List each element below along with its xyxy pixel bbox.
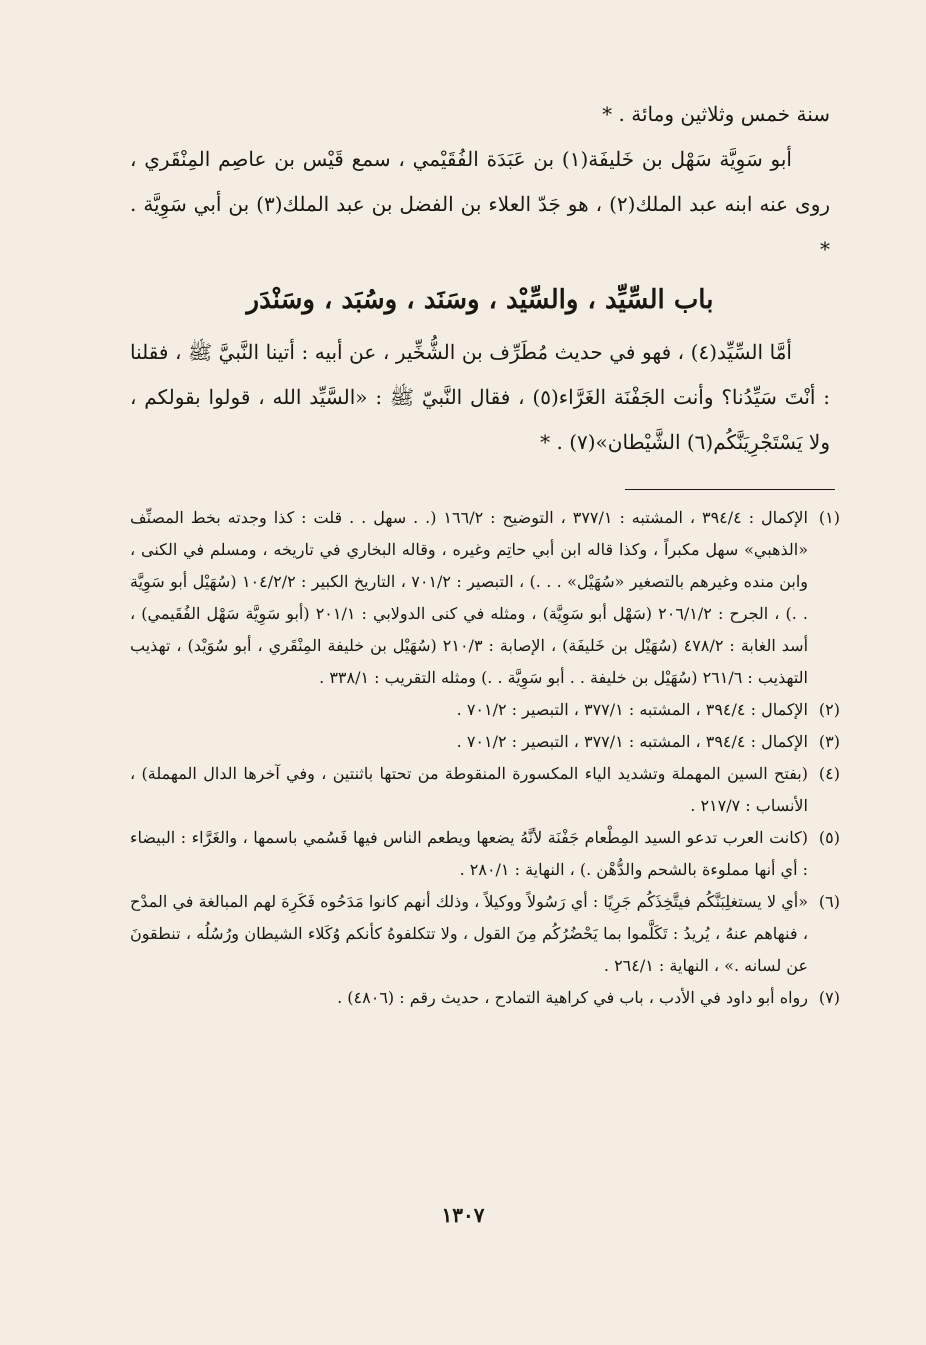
section-heading: باب السِّيِّد ، والسِّيْد ، وسَنَد ، وسُبَد ، وسَنْدَر: [246, 285, 714, 315]
footnote-text: الإكمال : ٣٩٤/٤ ، المشتبه : ٣٧٧/١ ، التوضيح : ١٦٦/٢ (. . سهل . . قلت : كذا وجدته بخط المصنِّف «الذهبي» سهل مكبراً ، وكذا قاله ابن أبي حاتِم وغيره ، وقاله البخاري في تاريخه ، ومسلم في الكنى ، وابن منده وغيرهم بالتصغير «سُهَيْل» . . .) ، التبصير : ٧٠١/٢ ، التاريخ الكبير : ١٠٤/٢/٢ (سُهَيْل أبو سَوِيَّة . .) ، الجرح : ٢٠٦/١/٢ (سَهْل أبو سَوِيَّة) ، ومثله في كنى الدولابي : ٢٠١/١ (أبو سَوِيَّة سَهْل الفُقَيمي) ، أسد الغابة : ٤٧٨/٢ (سُهَيْل بن خَليفَة) ، الإصابة : ٢١٠/٣ (سُهَيْل بن خليفة المِنْقَري ، أبو سُوَيْد) ، تهذيب التهذيب : ٢٦١/٦ (سُهَيْل بن خليفة . . أبو سَوِيَّة . .) ومثله التقريب : ٣٣٨/١ .: [130, 508, 809, 687]
paragraph-year-line: سنة خمس وثلاثين ومائة . *: [602, 102, 830, 126]
footnote-number: (٦): [818, 892, 840, 911]
main-text: [130, 92, 830, 465]
footnotes: [130, 502, 840, 1014]
footnote-number: (٥): [818, 828, 840, 847]
footnote-text: «أي لا يستغلِبَنَّكُم فيتَّخِذَكُم جَرِيًا : أي رَسُولاً ووكيلاً ، وذلك أنهم كانوا مَدَحُوه فَكَرِهَ لهم المبالغة في المدْح ، فنهاهم عنهُ ، يُريدُ : تَكَلَّموا بما يَحْضُرُكُم مِنَ القول ، ولا تتكلفوهُ كأنكم وُكَلاء الشيطان ورُسُلُه ، تنطقونَ عن لسانه .» ، النهاية : ٢٦٤/١ .: [130, 892, 809, 975]
footnote-3: [130, 726, 840, 758]
footnote-number: (٧): [818, 988, 840, 1007]
page-number: ١٣٠٧: [441, 1203, 485, 1227]
footnote-number: (٢): [818, 700, 840, 719]
footnote-separator: [625, 489, 835, 490]
footnote-text: رواه أبو داود في الأدب ، باب في كراهية التمادح ، حديث رقم : (٤٨٠٦) .: [337, 988, 808, 1007]
footnote-text: (كانت العرب تدعو السيد المِطْعام جَفْنَة لأنَّهُ يضعها ويطعم الناس فيها فَسُمي باسمها ، والغَرَّاء : البيضاء : أي أنها مملوءة بالشحم والدُّهْن .) ، النهاية : ٢٨٠/١ .: [130, 828, 808, 879]
footnote-number: (٣): [818, 732, 840, 751]
footnote-7: [130, 982, 840, 1014]
paragraph-sayyid: أمَّا السِّيِّد(٤) ، فهو في حديث مُطَرِّف بن الشُّخِّير ، عن أبيه : أتينا النَّبيَّ ﷺ ، فقلنا : أنْتَ سَيِّدُنا؟ وأنت الجَفْنَة الغَرَّاء(٥) ، فقال النَّبيّ ﷺ : «السَّيِّد الله ، قولوا بقولكم ، ولا يَسْتَجْرِيَنَّكُم(٦) الشَّيْطان»(٧) . *: [130, 340, 830, 454]
footnote-4: [130, 758, 840, 822]
footnote-text: الإكمال : ٣٩٤/٤ ، المشتبه : ٣٧٧/١ ، التبصير : ٧٠١/٢ .: [456, 700, 808, 719]
footnote-6: [130, 886, 840, 982]
footnote-text: الإكمال : ٣٩٤/٤ ، المشتبه : ٣٧٧/١ ، التبصير : ٧٠١/٢ .: [456, 732, 808, 751]
paragraph-abu-sawiyya: أبو سَوِيَّة سَهْل بن خَليفَة(١) بن عَبَدَة الفُقَيْمي ، سمع قَيْس بن عاصِم المِنْقَري ، روى عنه ابنه عبد الملك(٢) ، هو جَدّ العلاء بن الفضل بن عبد الملك(٣) بن أبي سَوِيَّة . *: [130, 147, 831, 261]
footnote-number: (٤): [818, 764, 840, 783]
footnote-1: [130, 502, 840, 694]
footnote-2: [130, 694, 840, 726]
footnote-text: (بفتح السين المهملة وتشديد الياء المكسورة المنقوطة من تحتها باثنتين ، وفي آخرها الدال المهملة) ، الأنساب : ٢١٧/٧ .: [130, 764, 808, 815]
footnote-5: [130, 822, 840, 886]
footnote-number: (١): [818, 508, 840, 527]
